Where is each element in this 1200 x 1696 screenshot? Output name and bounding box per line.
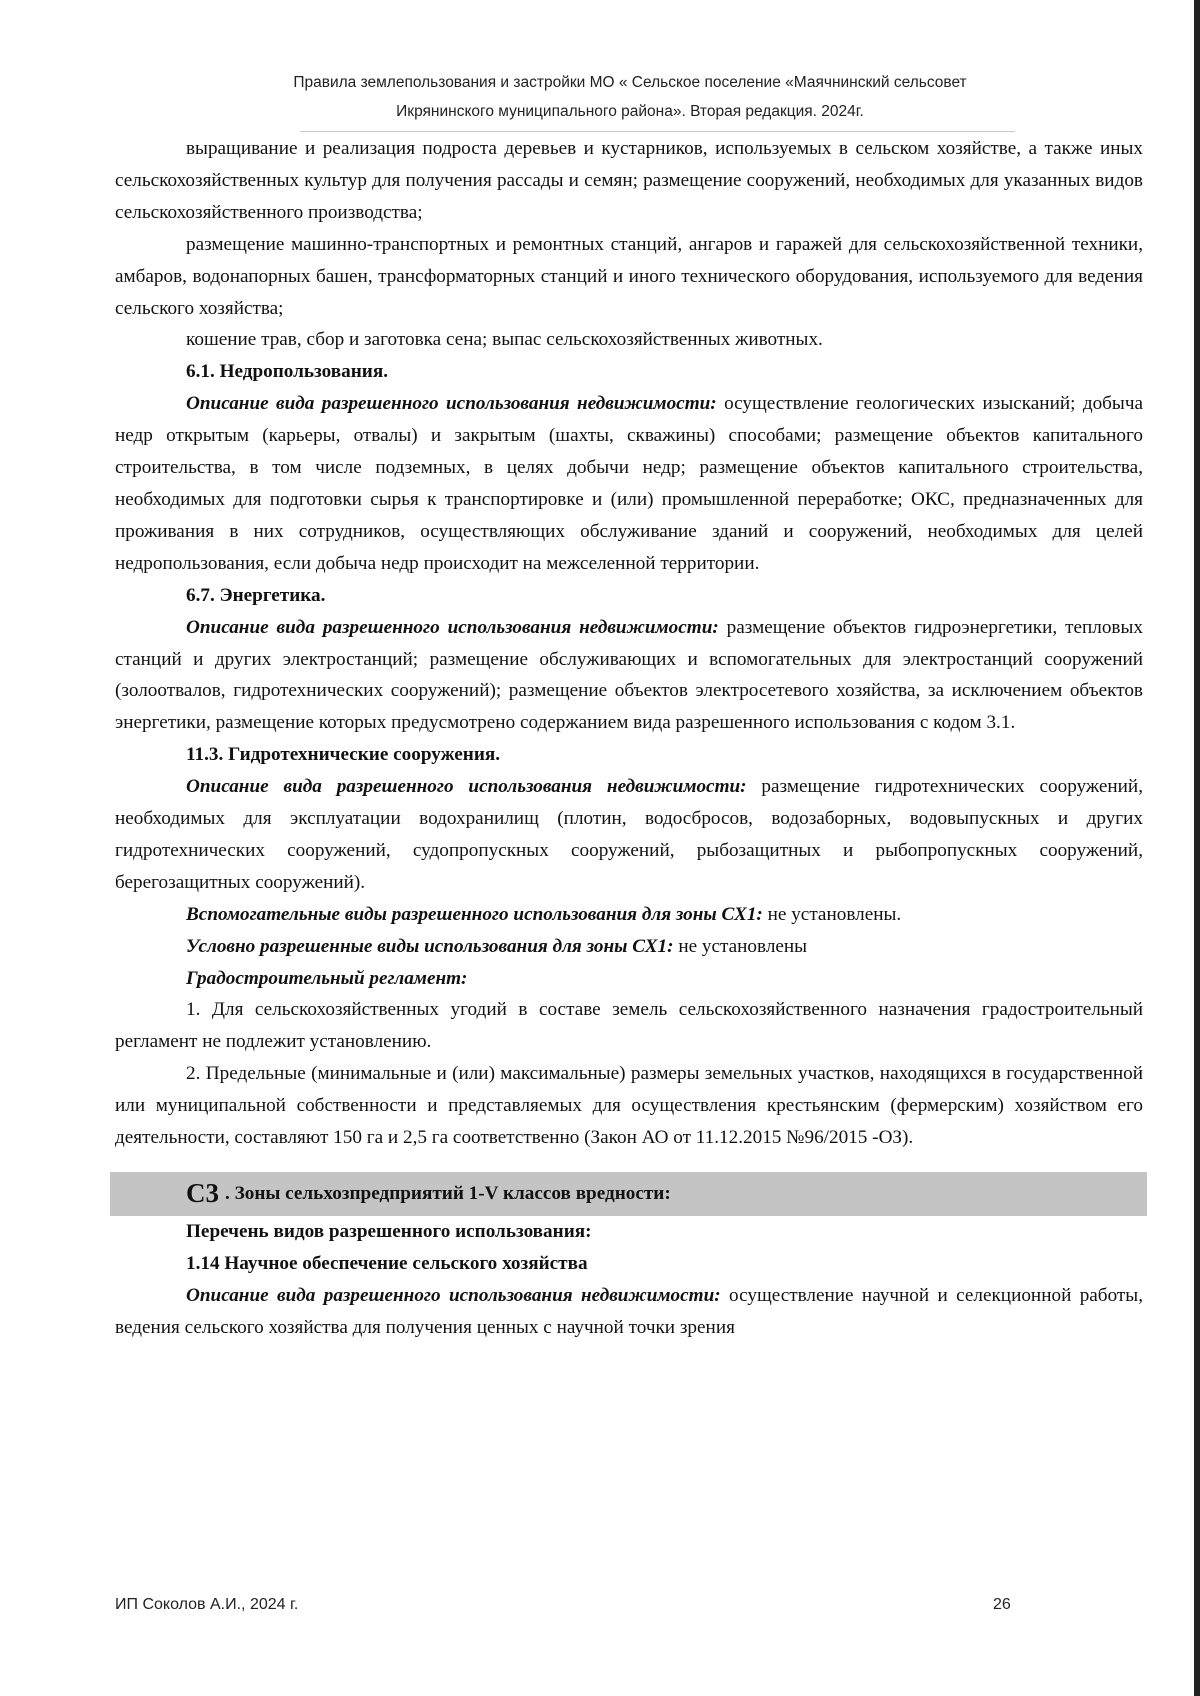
page-number: 26 xyxy=(993,1596,1011,1613)
header-line-2: Икрянинского муниципального района». Вторая редакция. 2024г. xyxy=(396,103,864,120)
regulation-heading: Градостроительный регламент: xyxy=(186,967,468,989)
header-line-1: Правила землепользования и застройки МО « Сельское поселение «Маячнинский сельсовет xyxy=(293,74,967,91)
regulation-item-2: 2. Предельные (минимальные и (или) максимальные) размеры земельных участков, находящихся в государственной или муниципальной собственности и представляемых для осуществления крестьянским (фермерским) хозяйством его деятельности, составляют 150 га и 2,5 га соответственно (Закон АО от 11.12.2015 №96/2015 -ОЗ). xyxy=(115,1063,1143,1149)
zone-heading-bar xyxy=(110,1172,1147,1216)
zone-title: . Зоны сельхозпредприятий 1-V классов вредности: xyxy=(225,1183,671,1205)
paragraph-11-3 xyxy=(115,771,1143,899)
paragraph-11-3-text: размещение гидротехнических сооружений, необходимых для эксплуатации водохранилищ (плотин, водосбросов, водозаборных, водовыпускных и других гидротехнических сооружений, судопропускных сооружений, рыбозащитных и рыбопропускных сооружений, берегозащитных сооружений). xyxy=(115,776,1143,893)
paragraph-1-14 xyxy=(115,1280,1143,1344)
description-label: Описание вида разрешенного использования недвижимости: xyxy=(186,616,719,638)
paragraph-6-7-text: размещение объектов гидроэнергетики, тепловых станций и других электростанций; размещение обслуживающих и вспомогательных для электростанций сооружений (золоотвалов, гидротехнических сооружений); размещение объектов электросетевого хозяйства, за исключением объектов энергетики, размещение которых предусмотрено содержанием вида разрешенного использования с кодом 3.1. xyxy=(115,616,1143,734)
conditional-uses-label: Условно разрешенные виды использования для зоны СХ1: xyxy=(186,935,674,957)
scan-edge-border xyxy=(1194,0,1200,1696)
footer-author: ИП Соколов А.И., 2024 г. xyxy=(115,1596,299,1613)
section-gap xyxy=(115,1154,1143,1172)
section-heading-11-3: 11.3. Гидротехнические сооружения. xyxy=(186,744,501,766)
paragraph-mowing: кошение трав, сбор и заготовка сена; выпас сельскохозяйственных животных. xyxy=(186,329,823,351)
auxiliary-uses-line xyxy=(115,899,1143,931)
regulation-item-1: 1. Для сельскохозяйственных угодий в составе земель сельскохозяйственного назначения градостроительный регламент не подлежит установлению. xyxy=(115,999,1143,1053)
description-label: Описание вида разрешенного использования недвижимости: xyxy=(186,1284,721,1306)
running-header xyxy=(115,68,1145,126)
paragraph-6-1-text: осуществление геологических изысканий; добыча недр открытым (карьеры, отвалы) и закрытым (шахты, скважины) способами; размещение объектов капитального строительства, в том числе подземных, в целях добычи недр; размещение объектов капитального строительства, необходимых для подготовки сырья к транспортировке и (или) промышленной переработке; ОКС, предназначенных для проживания в них сотрудников, осуществляющих обслуживание зданий и сооружений, необходимых для целей недропользования, если добыча недр происходит на межселенной территории. xyxy=(115,393,1143,574)
section-heading-6-1: 6.1. Недропользования. xyxy=(186,361,389,383)
paragraph-1-14-text: осуществление научной и селекционной работы, ведения сельского хозяйства для получения ценных с научной точки зрения xyxy=(115,1284,1143,1338)
paragraph-machinery: размещение машинно-транспортных и ремонтных станций, ангаров и гаражей для сельскохозяйственной техники, амбаров, водонапорных башен, трансформаторных станций и иного технического оборудования, используемого для ведения сельского хозяйства; xyxy=(115,233,1143,319)
description-label: Описание вида разрешенного использования недвижимости: xyxy=(186,776,747,798)
conditional-uses-line xyxy=(115,931,1143,963)
auxiliary-uses-label: Вспомогательные виды разрешенного использования для зоны СХ1: xyxy=(186,903,763,925)
paragraph-6-7 xyxy=(115,612,1143,740)
paragraph-6-1 xyxy=(115,388,1143,579)
permitted-uses-heading: Перечень видов разрешенного использования: xyxy=(186,1221,592,1242)
document-body xyxy=(115,133,1143,1344)
header-divider xyxy=(300,131,1015,132)
description-label: Описание вида разрешенного использования недвижимости: xyxy=(186,393,717,415)
auxiliary-uses-value: не установлены. xyxy=(762,903,902,925)
section-heading-1-14: 1.14 Научное обеспечение сельского хозяйства xyxy=(186,1252,588,1274)
conditional-uses-value: не установлены xyxy=(673,935,808,957)
zone-code: С3 xyxy=(186,1178,219,1209)
paragraph-cultivation: выращивание и реализация подроста деревьев и кустарников, используемых в сельском хозяйстве, а также иных сельскохозяйственных культур для получения рассады и семян; размещение сооружений, необходимых для указанных видов сельскохозяйственного производства; xyxy=(115,138,1143,223)
section-heading-6-7: 6.7. Энергетика. xyxy=(186,584,326,606)
